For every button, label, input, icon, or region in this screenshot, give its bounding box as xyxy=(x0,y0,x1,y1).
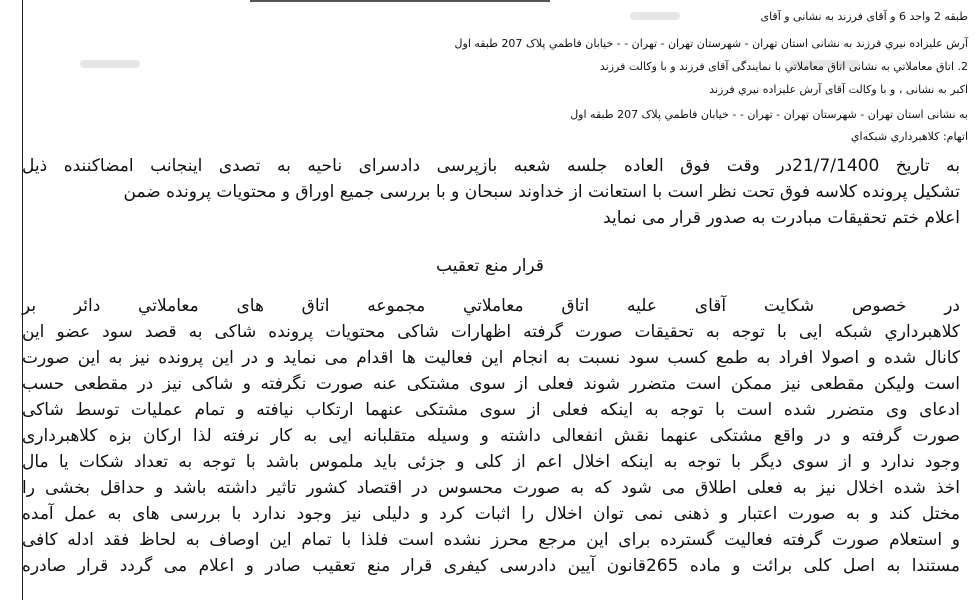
header-line-3: 2. اتاق معاملاتي به نشانی اتاق معاملاتي با نمایندگی آقای فرزند و با وکالت فرزند xyxy=(599,60,968,73)
redaction-smudge xyxy=(80,60,140,68)
header-line-4: اکبر به نشانی ، و با وکالت آقای آرش علیزاده نیري فرزند xyxy=(709,83,968,96)
header-line-5: به نشانی استان تهران - شهرستان تهران - تهران - - خیابان فاطمي پلاک 207 طبقه اول xyxy=(570,108,968,121)
header-line-2: آرش علیزاده نیري فرزند به نشانی استان تهران - شهرستان تهران - تهران - - خیابان فاطمي پلاک 207 طبقه اول xyxy=(454,37,968,50)
charge-line: اتهام: کلاهبرداري شبکه‌اي xyxy=(850,130,968,143)
decision-title: قرار منع تعقیب xyxy=(436,256,544,276)
body-line-6: صورت گرفته و در واقع مشتکی عنهما نقش انفعالی داشته و وسیله متقلبانه ایی به کار نرفته لذا ارکان بزه کلاهبرداری xyxy=(22,426,960,446)
body-line-4: است ولیکن مقطعی نیز ممکن است متضرر شوند فعلی از سوی مشتکی عنه صورت نگرفته و شاکی نیز در مقطعی حسب xyxy=(22,374,960,394)
body-line-7: وجود ندارد و از سوی دیگر با توجه به اینکه اخلال اعم از کلی و جزئی باید ملموس باشد با توجه به تعداد شکات یا مال xyxy=(22,452,960,472)
intro-line-3: اعلام ختم تحقیقات مبادرت به صدور قرار می نماید xyxy=(603,208,960,228)
body-line-1: در خصوص شکایت آقای علیه اتاق معاملاتي مجموعه اتاق های معاملاتي دائر بر xyxy=(22,296,960,316)
intro-line-2: تشکیل پرونده کلاسه فوق تحت نظر است با استعانت از خداوند سبحان و با بررسی جمیع اوراق و محتویات پرونده ضمن xyxy=(123,182,960,202)
top-border-fragment xyxy=(250,0,550,2)
header-line-1: طبقه 2 واحد 6 و آقای فرزند به نشانی و آقای xyxy=(760,10,968,23)
redaction-smudge xyxy=(630,12,680,20)
body-line-8: اخذ شده اخلال نیز به فعلی اطلاق می شود که به صورت محسوس در اقتصاد کشور تاثیر داشته باشد و حداقل بخشی را xyxy=(22,478,960,498)
body-line-10: و استعلام صورت گرفته فعالیت گسترده برای این مرجع محرز نشده است فلذا با تمام این اوصاف به لحاظ فقد ادله کافی xyxy=(22,530,960,550)
body-line-9: مختل کند و به صورت اعتبار و ذهنی نمی توان اخلال را اثبات کرد و دلیلی نیز وجود ندارد با بررسی های به عمل آمده xyxy=(22,504,960,524)
body-line-3: کانال شده و اصولا افراد به طمع کسب سود نسبت به انجام این فعالیت ها اقدام می نماید و در این پرونده نیز به این صورت xyxy=(22,348,960,368)
body-line-5: ادعای وی متضرر شده است با توجه به اینکه فعلی از سوی مشتکی عنهما ارتکاب نیافته و تمام عملیات توسط شاکی xyxy=(22,400,960,420)
body-line-2: کلاهبرداري شبکه ایی با توجه به تحقیقات صورت گرفته اظهارات شاکی محتویات پرونده شاکی به قصد سود عضو این xyxy=(22,322,960,342)
intro-line-1: به تاریخ 21/7/1400در وقت فوق العاده جلسه شعبه بازپرسی دادسرای ناحیه به تصدی اینجانب امضاکننده ذیل xyxy=(22,156,960,176)
body-line-11: مستندا به اصل کلی برائت و ماده 265قانون آیین دادرسی کیفری قرار منع تعقیب صادر و اعلام می گردد قرار صادره xyxy=(22,556,960,576)
